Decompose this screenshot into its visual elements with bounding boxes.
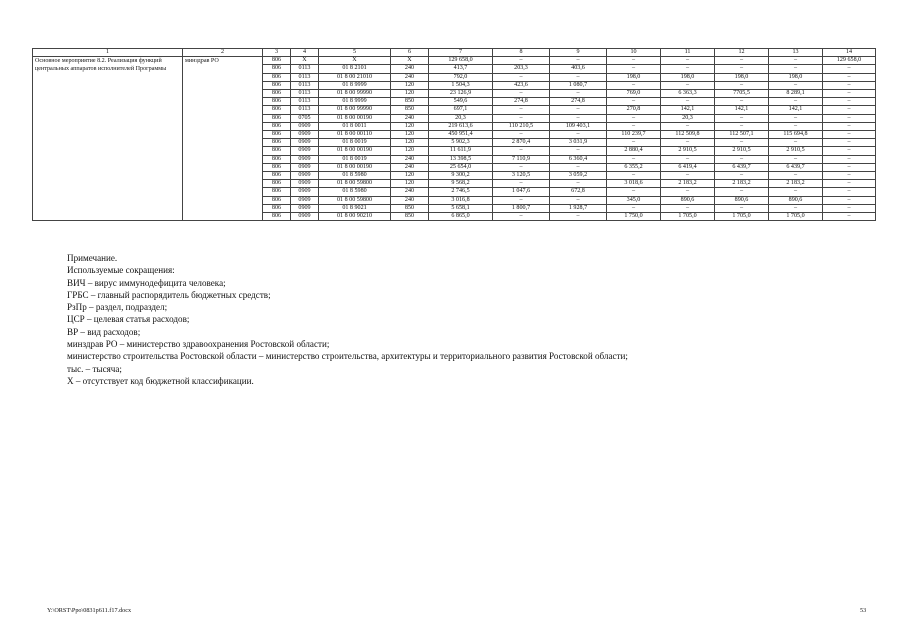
table-cell: 120 xyxy=(391,180,429,188)
table-cell: 8 289,1 xyxy=(769,90,823,98)
note-line: ВР – вид расходов; xyxy=(67,326,141,337)
table-cell: – xyxy=(661,122,715,130)
table-cell: 01 8 2101 xyxy=(319,65,391,73)
table-cell: 0909 xyxy=(291,180,319,188)
table-cell: 0909 xyxy=(291,131,319,139)
table-cell: 0909 xyxy=(291,204,319,212)
table-cell: 806 xyxy=(263,81,291,89)
table-cell: 806 xyxy=(263,180,291,188)
table-cell: 5 658,1 xyxy=(429,204,493,212)
column-header: 12 xyxy=(715,49,769,57)
table-cell: 240 xyxy=(391,188,429,196)
table-cell: 2 183,2 xyxy=(769,180,823,188)
table-cell: – xyxy=(823,147,876,155)
table-cell: 806 xyxy=(263,65,291,73)
table-cell: 6 360,4 xyxy=(550,155,607,163)
table-cell: – xyxy=(493,213,550,221)
table-cell: 01 8 00 21010 xyxy=(319,73,391,81)
table-cell: 240 xyxy=(391,155,429,163)
table-cell: 850 xyxy=(391,213,429,221)
table-cell: – xyxy=(607,155,661,163)
executor-cell: минздрав РО xyxy=(183,57,263,221)
table-cell: 806 xyxy=(263,204,291,212)
table-body xyxy=(33,57,876,221)
table-cell: – xyxy=(607,81,661,89)
table-cell: – xyxy=(823,73,876,81)
table-cell: 120 xyxy=(391,122,429,130)
table-cell: 25 654,0 xyxy=(429,163,493,171)
table-cell: – xyxy=(823,213,876,221)
table-cell: 115 694,8 xyxy=(769,131,823,139)
table-cell: 01 8 5980 xyxy=(319,188,391,196)
table-cell: – xyxy=(661,172,715,180)
table-cell: 0705 xyxy=(291,114,319,122)
table-cell: 01 8 00 90210 xyxy=(319,213,391,221)
table-cell: 240 xyxy=(391,65,429,73)
table-cell: 2 880,4 xyxy=(607,147,661,155)
table-cell: 01 8 00 00110 xyxy=(319,131,391,139)
table-cell: X xyxy=(319,57,391,65)
table-cell: 110 239,7 xyxy=(607,131,661,139)
table-cell: 23 126,9 xyxy=(429,90,493,98)
table-cell: 01 8 9999 xyxy=(319,81,391,89)
table-cell: 01 8 0019 xyxy=(319,155,391,163)
table-cell: – xyxy=(769,81,823,89)
table-cell: 423,6 xyxy=(493,81,550,89)
table-cell: 890,6 xyxy=(661,196,715,204)
table-cell: – xyxy=(550,196,607,204)
table-cell: 2 183,2 xyxy=(715,180,769,188)
table-cell: 806 xyxy=(263,114,291,122)
table-cell: – xyxy=(493,114,550,122)
table-cell: – xyxy=(769,98,823,106)
table-cell: – xyxy=(661,98,715,106)
table-cell: – xyxy=(661,204,715,212)
table-cell: – xyxy=(607,114,661,122)
column-header: 7 xyxy=(429,49,493,57)
table-cell: 13 398,5 xyxy=(429,155,493,163)
table-cell: 109 403,1 xyxy=(550,122,607,130)
table-cell: – xyxy=(823,180,876,188)
table-cell: 806 xyxy=(263,163,291,171)
table-cell: – xyxy=(823,122,876,130)
table-cell: 806 xyxy=(263,139,291,147)
table-cell: – xyxy=(550,106,607,114)
table-cell: 3 018,6 xyxy=(607,180,661,188)
table-cell: 0909 xyxy=(291,213,319,221)
note-line: ВИЧ – вирус иммунодефицита человека; xyxy=(67,277,226,288)
table-cell: 9 300,2 xyxy=(429,172,493,180)
table-cell: 806 xyxy=(263,122,291,130)
table-cell: – xyxy=(769,204,823,212)
table-cell: – xyxy=(607,57,661,65)
table-cell: 219 613,6 xyxy=(429,122,493,130)
table-cell: – xyxy=(715,114,769,122)
table-cell: – xyxy=(550,57,607,65)
table-cell: 0909 xyxy=(291,163,319,171)
table-cell: – xyxy=(823,172,876,180)
table-cell: 274,8 xyxy=(493,98,550,106)
table-cell: 806 xyxy=(263,106,291,114)
table-cell: 1 800,7 xyxy=(493,204,550,212)
table-cell: – xyxy=(493,106,550,114)
table-cell: 549,6 xyxy=(429,98,493,106)
budget-table xyxy=(32,48,876,221)
table-cell: – xyxy=(823,155,876,163)
table-cell: 0909 xyxy=(291,147,319,155)
table-cell: – xyxy=(607,122,661,130)
table-cell: 0113 xyxy=(291,81,319,89)
table-cell: – xyxy=(607,98,661,106)
table-cell: – xyxy=(823,196,876,204)
table-cell: 850 xyxy=(391,106,429,114)
table-cell: 850 xyxy=(391,98,429,106)
table-cell: – xyxy=(661,81,715,89)
note-line: РзПр – раздел, подраздел; xyxy=(67,302,168,313)
table-cell: 2 910,5 xyxy=(715,147,769,155)
table-cell: 198,0 xyxy=(769,73,823,81)
note-line: ГРБС – главный распорядитель бюджетных средств; xyxy=(67,289,271,300)
table-cell: 01 8 00 99990 xyxy=(319,106,391,114)
table-cell: – xyxy=(493,180,550,188)
table-cell: 0113 xyxy=(291,65,319,73)
table-cell: – xyxy=(493,131,550,139)
table-cell: 413,7 xyxy=(429,65,493,73)
table-cell: 806 xyxy=(263,131,291,139)
table-cell: 769,0 xyxy=(607,90,661,98)
note-line: тыс. – тысяча; xyxy=(67,363,122,374)
table-cell: 0909 xyxy=(291,122,319,130)
table-cell: 345,0 xyxy=(607,196,661,204)
table-cell: 1 705,0 xyxy=(661,213,715,221)
table-cell: 806 xyxy=(263,188,291,196)
table-cell: – xyxy=(661,155,715,163)
table-cell: 274,8 xyxy=(550,98,607,106)
table-cell: 3 016,8 xyxy=(429,196,493,204)
table-cell: – xyxy=(715,98,769,106)
table-cell: – xyxy=(493,90,550,98)
column-header: 11 xyxy=(661,49,715,57)
table-cell: 5 902,3 xyxy=(429,139,493,147)
table-cell: 120 xyxy=(391,81,429,89)
table-cell: – xyxy=(661,188,715,196)
table-cell: 240 xyxy=(391,114,429,122)
table-cell: – xyxy=(769,57,823,65)
column-header: 5 xyxy=(319,49,391,57)
table-cell: 1 705,0 xyxy=(715,213,769,221)
table-cell: 9 568,2 xyxy=(429,180,493,188)
table-cell: – xyxy=(493,163,550,171)
table-cell: 1 080,7 xyxy=(550,81,607,89)
column-header: 9 xyxy=(550,49,607,57)
table-cell: 2 910,5 xyxy=(769,147,823,155)
table-cell: 198,0 xyxy=(661,73,715,81)
table-cell: – xyxy=(607,204,661,212)
table-cell: 203,3 xyxy=(493,65,550,73)
table-cell: 890,6 xyxy=(715,196,769,204)
column-header: 4 xyxy=(291,49,319,57)
table-cell: 240 xyxy=(391,163,429,171)
footer-file-path: Y:\ORST\Ppo\0831p611.f17.docx xyxy=(47,607,132,614)
table-cell: – xyxy=(823,188,876,196)
table-cell: – xyxy=(823,81,876,89)
table-cell: 01 8 00 00190 xyxy=(319,163,391,171)
table-cell: 01 8 0019 xyxy=(319,139,391,147)
table-cell: 6 363,3 xyxy=(661,90,715,98)
table-cell: 120 xyxy=(391,139,429,147)
table-cell: 0909 xyxy=(291,155,319,163)
table-cell: 112 507,1 xyxy=(715,131,769,139)
table-cell: 672,8 xyxy=(550,188,607,196)
table-cell: – xyxy=(550,73,607,81)
table-cell: 2 870,4 xyxy=(493,139,550,147)
table-cell: – xyxy=(823,131,876,139)
table-cell: 806 xyxy=(263,172,291,180)
table-cell: 6 355,2 xyxy=(607,163,661,171)
table-cell: 240 xyxy=(391,196,429,204)
table-cell: – xyxy=(493,196,550,204)
table-cell: – xyxy=(823,98,876,106)
table-cell: – xyxy=(715,122,769,130)
table-cell: 3 120,5 xyxy=(493,172,550,180)
column-header: 13 xyxy=(769,49,823,57)
table-cell: – xyxy=(493,57,550,65)
table-cell: 1 705,0 xyxy=(769,213,823,221)
table-cell: – xyxy=(823,204,876,212)
table-cell: – xyxy=(823,139,876,147)
table-cell: – xyxy=(661,65,715,73)
table-cell: 850 xyxy=(391,204,429,212)
table-cell: 6 439,7 xyxy=(769,163,823,171)
table-cell: – xyxy=(607,172,661,180)
table-cell: 2 183,2 xyxy=(661,180,715,188)
table-cell: 270,8 xyxy=(607,106,661,114)
table-cell: – xyxy=(769,114,823,122)
table-cell: 6 865,0 xyxy=(429,213,493,221)
table-cell: 142,1 xyxy=(715,106,769,114)
table-cell: 0909 xyxy=(291,196,319,204)
table-cell: – xyxy=(607,65,661,73)
table-cell: – xyxy=(823,114,876,122)
notes-title: Примечание. xyxy=(67,253,118,263)
table-cell: 20,3 xyxy=(661,114,715,122)
note-line: Х – отсутствует код бюджетной классификации. xyxy=(67,375,254,386)
table-cell: 01 8 00 00190 xyxy=(319,147,391,155)
table-cell: 01 8 00 59800 xyxy=(319,180,391,188)
table-cell: – xyxy=(493,147,550,155)
table-cell: 198,0 xyxy=(607,73,661,81)
table-cell: – xyxy=(493,73,550,81)
table-cell: 20,3 xyxy=(429,114,493,122)
table-cell: 0909 xyxy=(291,139,319,147)
table-cell: – xyxy=(715,188,769,196)
table-cell: 890,6 xyxy=(769,196,823,204)
table-cell: – xyxy=(823,106,876,114)
table-cell: – xyxy=(769,65,823,73)
table-cell: 1 504,3 xyxy=(429,81,493,89)
notes-section xyxy=(67,252,628,387)
table-cell: – xyxy=(769,122,823,130)
table-cell: 697,1 xyxy=(429,106,493,114)
table-cell: 806 xyxy=(263,155,291,163)
table-cell: – xyxy=(823,90,876,98)
table-cell: X xyxy=(391,57,429,65)
table-cell: – xyxy=(769,139,823,147)
table-cell: X xyxy=(291,57,319,65)
table-cell: 0113 xyxy=(291,90,319,98)
table-cell: – xyxy=(715,155,769,163)
table-cell: – xyxy=(550,131,607,139)
table-cell: 403,6 xyxy=(550,65,607,73)
table-cell: 7705,5 xyxy=(715,90,769,98)
table-cell: 129 658,0 xyxy=(823,57,876,65)
table-cell: 806 xyxy=(263,90,291,98)
activity-description-cell: Основное мероприятие 8.2. Реализация функций центральных аппаратов исполнителей Программы xyxy=(33,57,183,221)
note-line: ЦСР – целевая статья расходов; xyxy=(67,314,190,325)
table-cell: 2 910,5 xyxy=(661,147,715,155)
table-cell: 2 746,5 xyxy=(429,188,493,196)
table-cell: 806 xyxy=(263,196,291,204)
table-cell: 3 059,2 xyxy=(550,172,607,180)
column-header: 1 xyxy=(33,49,183,57)
table-cell: 6 439,7 xyxy=(715,163,769,171)
table-cell: 01 8 9999 xyxy=(319,98,391,106)
table-header-row xyxy=(33,49,876,57)
note-line: минздрав РО – министерство здравоохранения Ростовской области; xyxy=(67,339,330,350)
table-cell: 806 xyxy=(263,147,291,155)
table-cell: 0113 xyxy=(291,98,319,106)
table-cell: – xyxy=(550,180,607,188)
column-header: 6 xyxy=(391,49,429,57)
table-cell: 11 611,9 xyxy=(429,147,493,155)
table-cell: – xyxy=(550,163,607,171)
table-cell: 120 xyxy=(391,172,429,180)
table-cell: – xyxy=(715,57,769,65)
table-cell: 0909 xyxy=(291,188,319,196)
table-cell: 0909 xyxy=(291,172,319,180)
table-cell: – xyxy=(715,65,769,73)
table-cell: 792,0 xyxy=(429,73,493,81)
table-cell: 1 750,0 xyxy=(607,213,661,221)
table-cell: 110 210,5 xyxy=(493,122,550,130)
table-row xyxy=(33,57,876,65)
table-cell: 01 8 00 99990 xyxy=(319,90,391,98)
table-cell: 112 509,8 xyxy=(661,131,715,139)
column-header: 10 xyxy=(607,49,661,57)
table-cell: 1 047,6 xyxy=(493,188,550,196)
table-cell: 01 8 5980 xyxy=(319,172,391,180)
table-cell: – xyxy=(607,139,661,147)
note-line: Используемые сокращения: xyxy=(67,265,175,276)
page-number: 53 xyxy=(860,607,867,614)
table-cell: – xyxy=(769,172,823,180)
table-cell: 142,1 xyxy=(769,106,823,114)
table-cell: 3 031,9 xyxy=(550,139,607,147)
table-cell: – xyxy=(550,213,607,221)
table-cell: 450 951,4 xyxy=(429,131,493,139)
table-cell: 01 8 00 59800 xyxy=(319,196,391,204)
table-cell: – xyxy=(823,65,876,73)
table-cell: 120 xyxy=(391,90,429,98)
table-cell: 120 xyxy=(391,147,429,155)
table-cell: – xyxy=(607,188,661,196)
table-cell: 240 xyxy=(391,73,429,81)
note-line: министерство строительства Ростовской области – министерство строительства, архитектуры и территориального развития Ростовской области; xyxy=(67,351,628,362)
table-cell: 01 8 0011 xyxy=(319,122,391,130)
table-cell: 120 xyxy=(391,131,429,139)
table-cell: 806 xyxy=(263,213,291,221)
column-header: 3 xyxy=(263,49,291,57)
table-cell: 806 xyxy=(263,98,291,106)
table-cell: – xyxy=(769,188,823,196)
table-cell: – xyxy=(661,139,715,147)
table-cell: – xyxy=(769,155,823,163)
table-cell: – xyxy=(550,114,607,122)
table-cell: 129 658,0 xyxy=(429,57,493,65)
table-cell: 01 8 00 00190 xyxy=(319,114,391,122)
table-cell: – xyxy=(715,204,769,212)
table-cell: 01 8 9021 xyxy=(319,204,391,212)
table-cell: 7 110,9 xyxy=(493,155,550,163)
table-cell: 0113 xyxy=(291,106,319,114)
table-cell: – xyxy=(715,139,769,147)
table-cell: – xyxy=(715,172,769,180)
column-header: 14 xyxy=(823,49,876,57)
table-cell: – xyxy=(823,163,876,171)
table-cell: 198,0 xyxy=(715,73,769,81)
table-cell: 0113 xyxy=(291,73,319,81)
table-cell: – xyxy=(715,81,769,89)
column-header: 2 xyxy=(183,49,263,57)
table-cell: 806 xyxy=(263,57,291,65)
table-cell: – xyxy=(550,147,607,155)
table-cell: 806 xyxy=(263,73,291,81)
column-header: 8 xyxy=(493,49,550,57)
table-cell: 142,1 xyxy=(661,106,715,114)
table-cell: 1 928,7 xyxy=(550,204,607,212)
table-cell: – xyxy=(550,90,607,98)
table-cell: 6 419,4 xyxy=(661,163,715,171)
table-cell: – xyxy=(661,57,715,65)
